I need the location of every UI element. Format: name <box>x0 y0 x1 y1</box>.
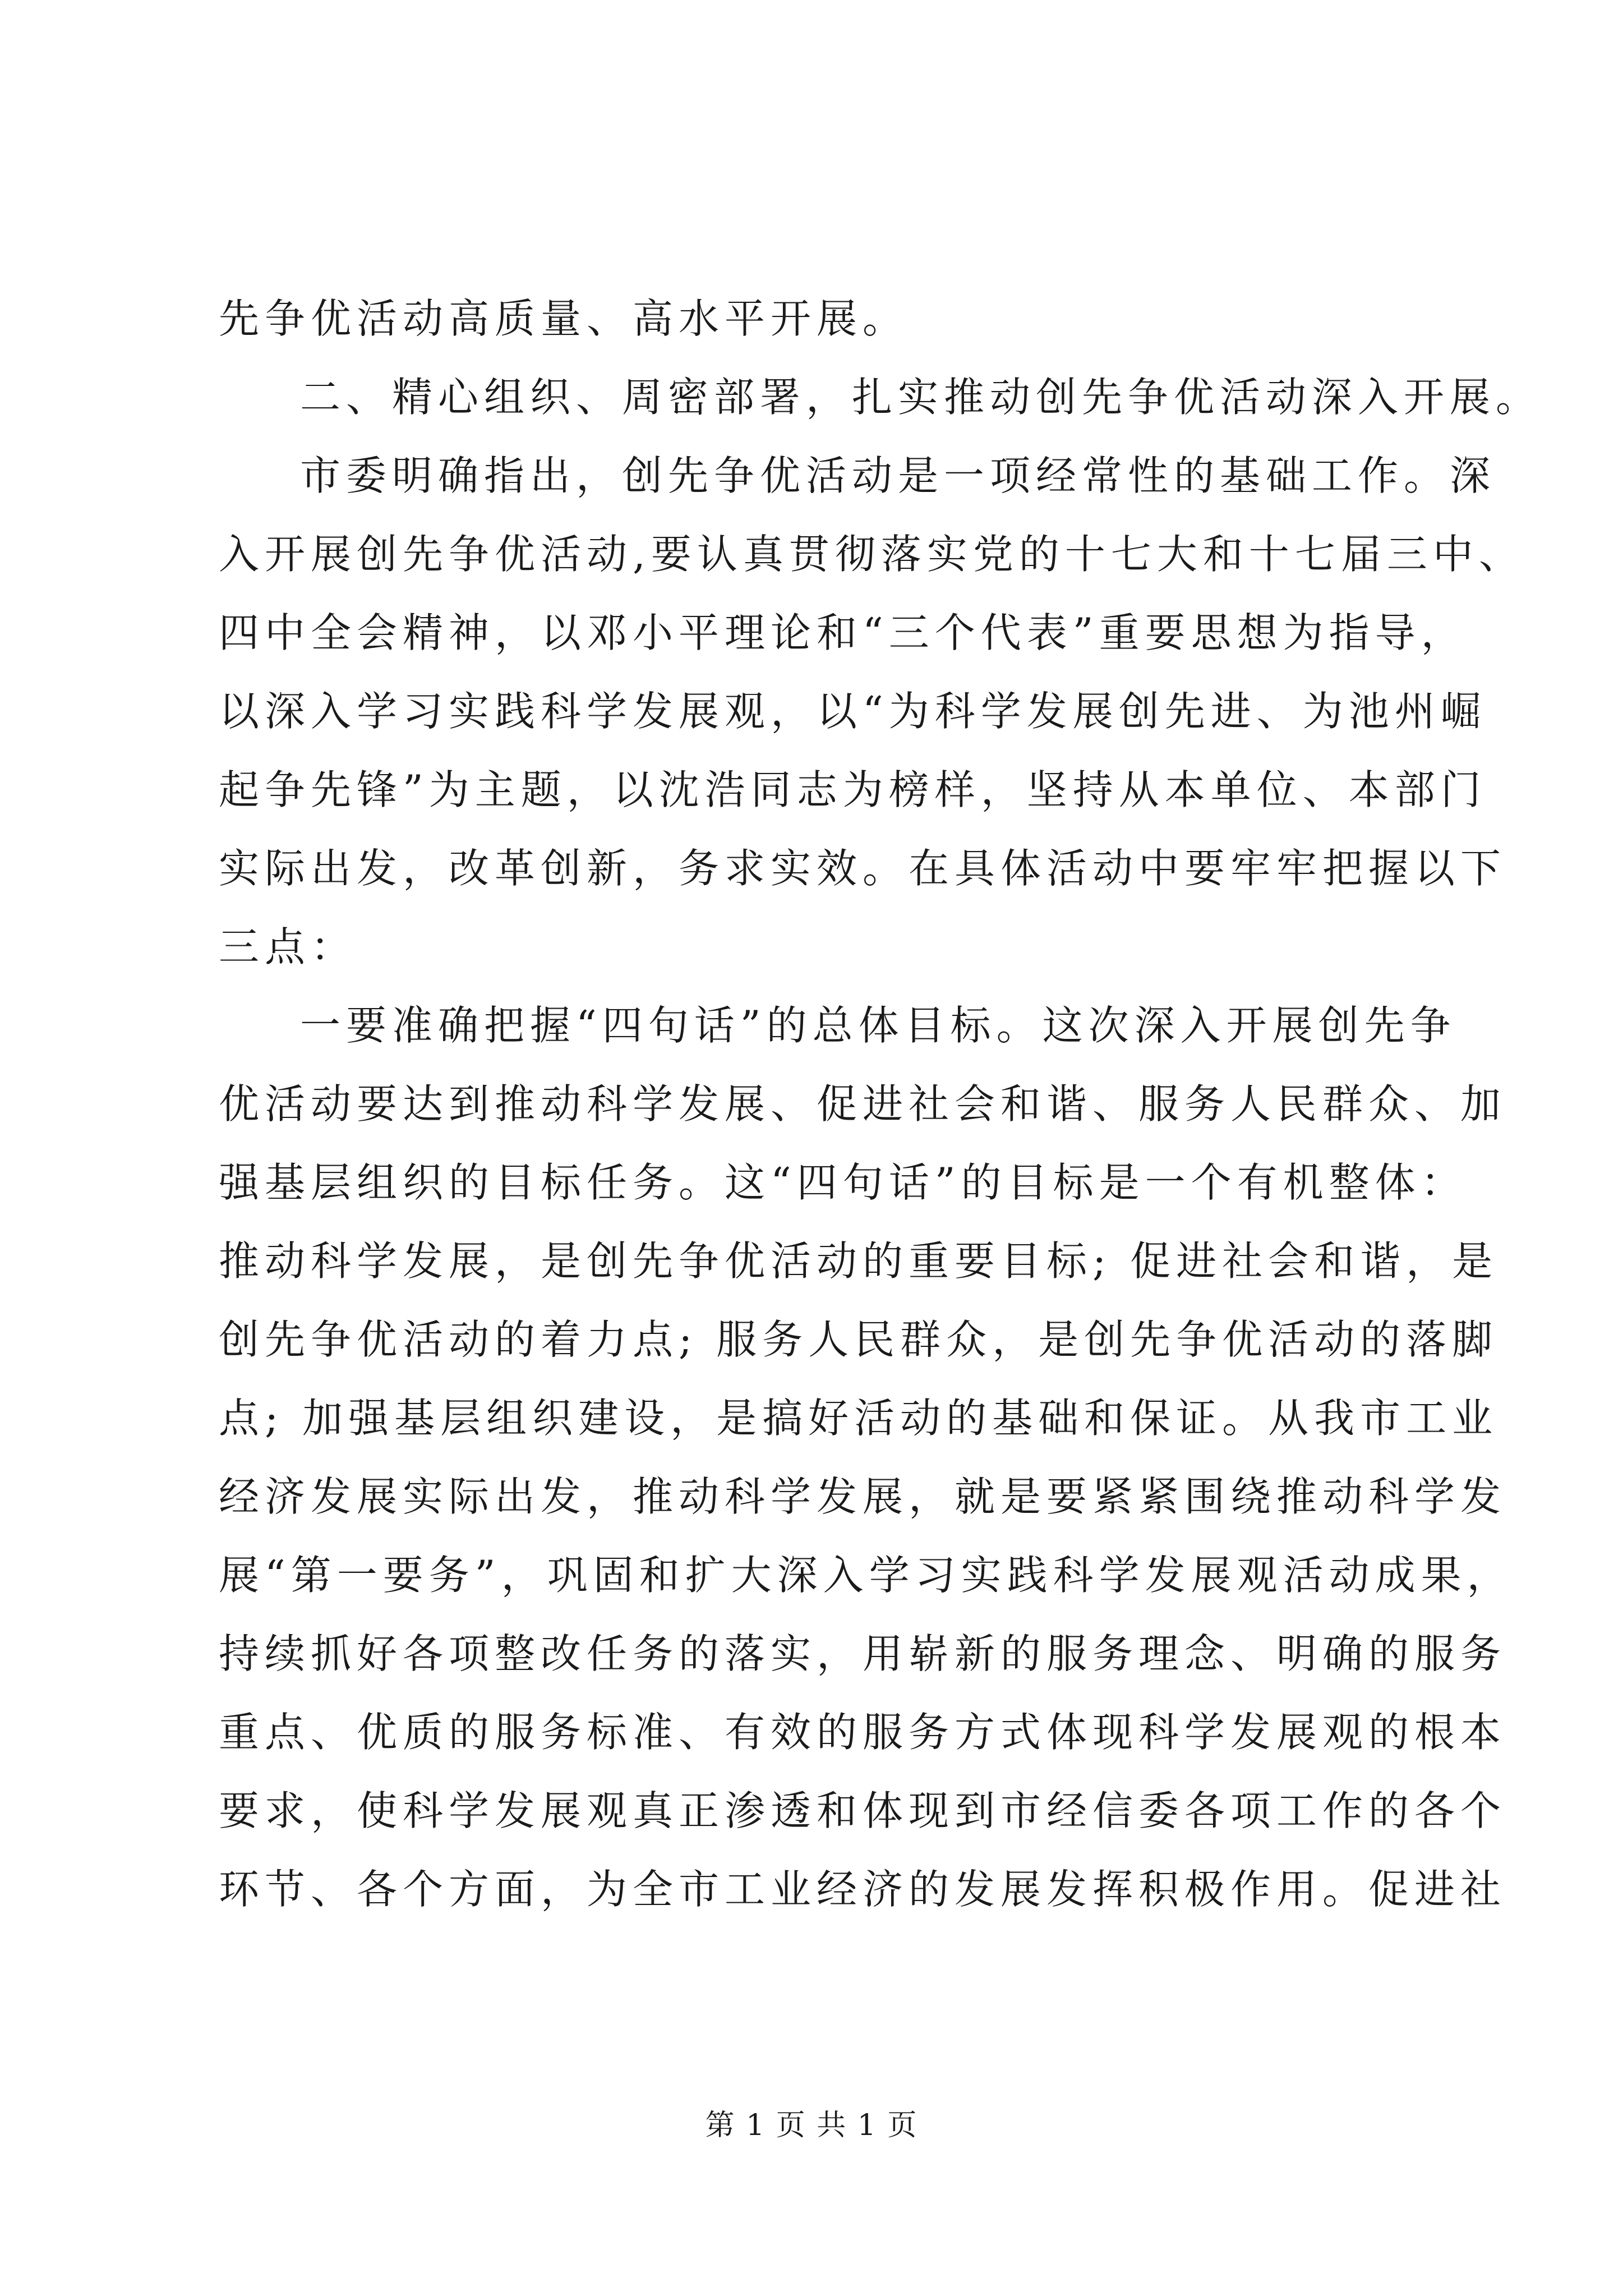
body-text-line: 持续抓好各项整改任务的落实，用崭新的服务理念、明确的服务 <box>219 1630 1507 1677</box>
body-text-line: 环节、各个方面，为全市工业经济的发展发挥积极作用。促进社 <box>219 1866 1507 1913</box>
body-text-line: 重点、优质的服务标准、有效的服务方式体现科学发展观的根本 <box>219 1709 1507 1756</box>
body-text-line: 实际出发，改革创新，务求实效。在具体活动中要牢牢把握以下 <box>219 845 1507 892</box>
body-text-line: 入开展创先争优活动,要认真贯彻落实党的十七大和十七届三中、 <box>219 531 1525 578</box>
body-text-line: 三点： <box>219 923 357 970</box>
body-text-line: 优活动要达到推动科学发展、促进社会和谐、服务人民群众、加 <box>219 1080 1507 1128</box>
body-text-line: 展“第一要务”，巩固和扩大深入学习实践科学发展观活动成果， <box>219 1552 1513 1599</box>
body-text-line: 以深入学习实践科学发展观，以“为科学发展创先进、为池州崛 <box>219 688 1487 735</box>
body-text-line: 点; 加强基层组织建设，是搞好活动的基础和保证。从我市工业 <box>219 1395 1498 1442</box>
body-text-line: 经济发展实际出发，推动科学发展，就是要紧紧围绕推动科学发 <box>219 1473 1507 1520</box>
section-heading: 二、精心组织、周密部署，扎实推动创先争优活动深入开展。 <box>300 374 1542 421</box>
body-text-line: 创先争优活动的着力点; 服务人民群众，是创先争优活动的落脚 <box>219 1316 1498 1363</box>
body-text-line: 推动科学发展，是创先争优活动的重要目标; 促进社会和谐，是 <box>219 1237 1498 1285</box>
body-text-line: 先争优活动高质量、高水平开展。 <box>219 295 909 342</box>
body-text-line: 强基层组织的目标任务。这“四句话”的目标是一个有机整体： <box>219 1159 1467 1206</box>
body-text-line: 要求，使科学发展观真正渗透和体现到市经信委各项工作的各个 <box>219 1787 1507 1834</box>
body-text-line: 四中全会精神，以邓小平理论和“三个代表”重要思想为指导， <box>219 609 1467 656</box>
body-text-line: 市委明确指出，创先争优活动是一项经常性的基础工作。深 <box>300 452 1496 499</box>
body-text-line: 起争先锋”为主题，以沈浩同志为榜样，坚持从本单位、本部门 <box>219 766 1487 813</box>
body-text-line: 一要准确把握“四句话”的总体目标。这次深入开展创先争 <box>300 1002 1456 1049</box>
page-number-footer: 第 1 页 共 1 页 <box>705 2109 918 2142</box>
